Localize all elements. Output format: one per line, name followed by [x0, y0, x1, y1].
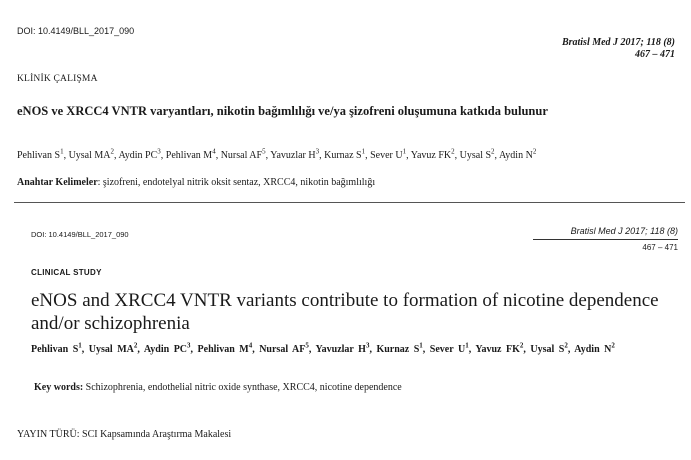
author-entry — [118, 147, 161, 161]
author-name: Kurnaz S — [324, 150, 362, 161]
author-affiliation: 1 — [78, 341, 82, 350]
author-name: Pehlivan M — [165, 150, 213, 161]
author-entry — [499, 147, 537, 161]
author-affiliation: 2 — [532, 147, 537, 156]
keywords-english — [34, 382, 402, 393]
author-affiliation: 1 — [419, 341, 423, 350]
author-name: Uysal S — [530, 344, 565, 355]
author-entry — [315, 341, 370, 355]
author-name: Aydin N — [499, 150, 533, 161]
author-name: Nursal AF — [259, 344, 306, 355]
author-name: Aydin PC — [118, 150, 158, 161]
journal-citation-english: Bratisl Med J 2017; 118 (8) — [570, 226, 678, 236]
article-title-turkish: eNOS ve XRCC4 VNTR varyantları, nikotin bağımlılığı ve/ya şizofreni oluşumuna katkıda bulunur — [17, 104, 548, 118]
author-entry — [143, 341, 191, 355]
author-affiliation: 2 — [519, 341, 524, 350]
author-affiliation: 2 — [491, 147, 495, 156]
keywords-label-english: Key words: — [34, 382, 84, 393]
author-name: Yavuzlar H — [270, 150, 316, 161]
author-name: Pehlivan M — [197, 344, 249, 355]
section-label-turkish: KLİNİK ÇALIŞMA — [17, 74, 98, 84]
author-entry — [68, 147, 115, 161]
author-affiliation: 2 — [110, 147, 115, 156]
section-label-english: CLINICAL STUDY — [31, 268, 102, 277]
author-affiliation: 5 — [305, 341, 309, 350]
doi-english: DOI: 10.4149/BLL_2017_090 — [31, 230, 129, 239]
english-article-snippet — [14, 202, 685, 413]
author-entry — [475, 341, 524, 355]
author-entry — [197, 341, 253, 355]
author-name: Uysal MA — [88, 344, 134, 355]
author-affiliation: 2 — [451, 147, 455, 156]
author-entry — [376, 341, 423, 355]
author-entry — [17, 147, 64, 161]
author-list-turkish: Pehlivan $S^1$, Uysal $MA^2$, Aydin $PC^3$, Pehlivan $M^4$, Nursal $AF^5$, Yavuzlar $H^3$, Kurnaz $S^1$, Sever $U^1$, Yavuz $FK^2$, Uysal $S^2$, Aydin $N^2$ — [17, 147, 537, 161]
author-entry — [270, 147, 320, 161]
publication-type: YAYIN TÜRÜ: SCI Kapsamında Araştırma Makalesi — [17, 429, 232, 440]
author-name: Aydin PC — [143, 344, 188, 355]
keywords-text-english: Schizophrenia, endothelial nitric oxide synthase, XRCC4, nicotine dependence — [83, 382, 402, 393]
doi-turkish: DOI: 10.4149/BLL_2017_090 — [17, 26, 135, 36]
author-entry — [370, 147, 407, 161]
author-name: Sever U — [370, 150, 403, 161]
author-name: Sever U — [429, 344, 466, 355]
author-affiliation: 2 — [611, 341, 615, 350]
author-entry — [220, 147, 266, 161]
author-affiliation: 1 — [361, 147, 366, 156]
author-name: Yavuz FK — [475, 344, 520, 355]
author-entry — [410, 147, 455, 161]
author-entry — [429, 341, 469, 355]
author-affiliation: 3 — [187, 341, 191, 350]
author-name: Pehlivan S — [31, 344, 79, 355]
page-range-english: 467 – 471 — [642, 243, 678, 252]
author-entry — [31, 341, 82, 355]
author-name: Yavuz FK — [410, 150, 452, 161]
author-entry — [88, 341, 138, 355]
author-list-english: Pehlivan $S^1$, Uysal $MA^2$, Aydin $PC^3$, Pehlivan $M^4$, Nursal $AF^5$, Yavuzlar $H^3$, Kurnaz $S^1$, Sever $U^1$, Yavuz $FK^2$, Uysal $S^2$, Aydin $N^2$ — [31, 341, 615, 355]
keywords-turkish — [17, 177, 375, 188]
author-affiliation: 5 — [262, 147, 266, 156]
author-name: Uysal MA — [68, 150, 111, 161]
author-affiliation: 1 — [402, 147, 407, 156]
author-name: Nursal AF — [220, 150, 263, 161]
journal-citation-turkish: Bratisl Med J 2017; 118 (8) — [561, 37, 675, 48]
author-entry — [324, 147, 366, 161]
article-title-english: eNOS and XRCC4 VNTR variants contribute to formation of nicotine dependence and/or schizophrenia — [31, 290, 659, 334]
page-range-turkish: 467 – 471 — [635, 49, 675, 60]
author-affiliation: 1 — [465, 341, 469, 350]
author-affiliation: 1 — [60, 147, 64, 156]
author-entry — [165, 147, 216, 161]
author-entry — [574, 341, 615, 355]
header-rule — [533, 239, 678, 240]
author-affiliation: 3 — [365, 341, 370, 350]
author-name: Uysal S — [459, 150, 492, 161]
author-entry — [459, 147, 495, 161]
keywords-text-turkish: : şizofreni, endotelyal nitrik oksit sentaz, XRCC4, nikotin bağımlılığı — [97, 177, 376, 188]
author-affiliation: 2 — [133, 341, 138, 350]
author-affiliation: 4 — [248, 341, 253, 350]
author-name: Kurnaz S — [376, 344, 420, 355]
author-name: Aydin N — [574, 344, 612, 355]
author-affiliation: 4 — [212, 147, 216, 156]
author-name: Pehlivan S — [17, 150, 61, 161]
keywords-label-turkish: Anahtar Kelimeler — [17, 177, 98, 188]
author-affiliation: 3 — [157, 147, 161, 156]
author-name: Yavuzlar H — [315, 344, 366, 355]
author-entry — [259, 341, 309, 355]
author-affiliation: 3 — [315, 147, 320, 156]
author-entry — [530, 341, 568, 355]
author-affiliation: 2 — [564, 341, 568, 350]
